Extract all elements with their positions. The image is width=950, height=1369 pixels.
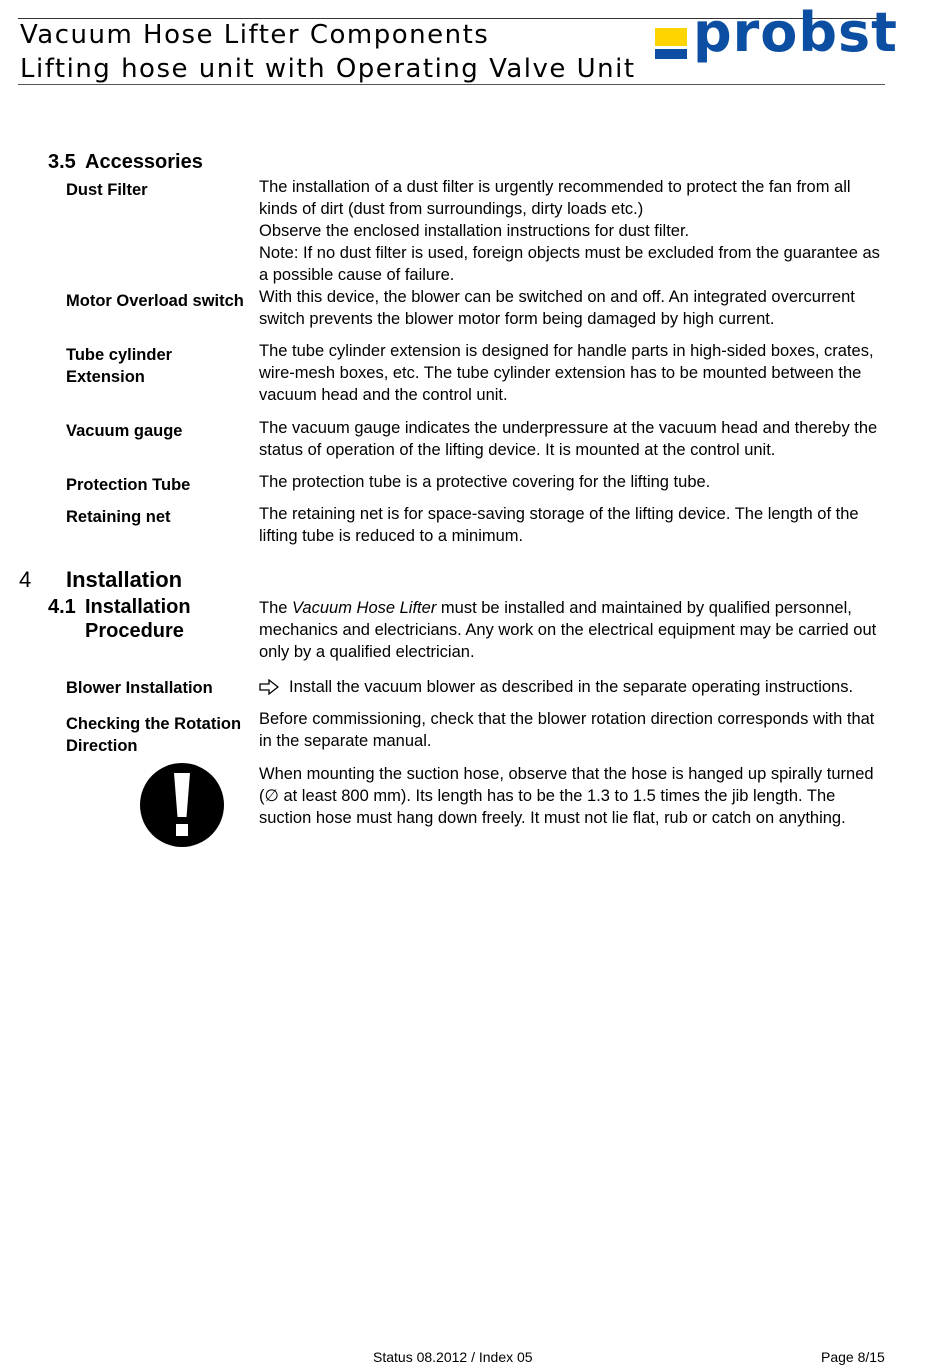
footer-page-number: Page 8/15 <box>821 1349 885 1365</box>
header-bottom-rule <box>18 84 885 85</box>
footer-status: Status 08.2012 / Index 05 <box>373 1349 533 1365</box>
dust-filter-line: Observe the enclosed installation instructions for dust filter. <box>259 222 690 240</box>
logo-wordmark: probst <box>693 1 898 64</box>
item-label-tube-cylinder-extension: Tube cylinder Extension <box>66 346 173 386</box>
item-text-protection-tube: The protection tube is a protective covering for the lifting tube. <box>259 473 711 491</box>
installation-intro <box>259 597 884 663</box>
section-number: 4.1 <box>48 596 76 618</box>
item-label-protection-tube: Protection Tube <box>66 476 191 494</box>
item-text-blower-installation <box>259 676 884 701</box>
intro-text: The <box>259 599 293 617</box>
intro-product-name: Vacuum Hose Lifter <box>292 599 437 617</box>
blower-installation-text: Install the vacuum blower as described in the separate operating instructions. <box>289 678 854 696</box>
dust-filter-line: Note: If no dust filter is used, foreign objects must be excluded from the guarantee as a possible cause of failure. <box>259 244 880 284</box>
logo-yellow-bar <box>655 28 687 46</box>
item-text-checking-rotation-direction: Before commissioning, check that the blower rotation direction corresponds with that in the separate manual. <box>259 710 875 750</box>
logo-blue-bar <box>655 49 687 59</box>
item-text-tube-cylinder-extension: The tube cylinder extension is designed for handle parts in high-sided boxes, crates, wire-mesh boxes, etc. The tube cylinder extension has to be mounted between the vacuum head and the control unit. <box>259 342 874 404</box>
item-label-dust-filter: Dust Filter <box>66 181 148 199</box>
item-label-blower-installation: Blower Installation <box>66 679 213 697</box>
section-title: Installation Procedure <box>85 596 191 642</box>
intro-text: must be installed and maintained by qualified personnel, mechanics and electricians. Any work on the electrical equipment may be carried out only by a qualified electrician. <box>259 599 877 661</box>
item-label-motor-overload-switch: Motor Overload switch <box>66 292 244 310</box>
document-subtitle: Lifting hose unit with Operating Valve Unit <box>20 54 636 84</box>
exclamation-warning-icon <box>139 762 225 848</box>
document-title: Vacuum Hose Lifter Components <box>20 20 490 50</box>
item-label-checking-rotation-direction: Checking the Rotation Direction <box>66 715 242 755</box>
dust-filter-line: The installation of a dust filter is urgently recommended to protect the fan from all kinds of dirt (dust from surroundings, dirty loads etc.) <box>259 178 851 218</box>
instruction-arrow-icon <box>259 676 289 701</box>
section-title: Accessories <box>85 151 203 173</box>
suction-hose-note: When mounting the suction hose, observe that the hose is hanged up spirally turned (∅ at least 800 mm). Its length has to be the 1.3 to 1.5 times the jib length. The suction hose must hang down freely. It must not lie flat, rub or catch on anything. <box>259 765 874 827</box>
item-label-retaining-net: Retaining net <box>66 508 171 526</box>
item-text-dust-filter <box>259 176 884 286</box>
chapter-title: Installation <box>66 567 183 592</box>
section-number: 3.5 <box>48 151 76 173</box>
item-label-vacuum-gauge: Vacuum gauge <box>66 422 183 440</box>
probst-logo <box>655 1 898 68</box>
chapter-number: 4 <box>19 567 32 592</box>
item-text-retaining-net: The retaining net is for space-saving storage of the lifting device. The length of the lifting tube is reduced to a minimum. <box>259 505 859 545</box>
item-text-motor-overload-switch: With this device, the blower can be switched on and off. An integrated overcurrent switch prevents the blower motor form being damaged by high current. <box>259 288 855 328</box>
item-text-vacuum-gauge: The vacuum gauge indicates the underpressure at the vacuum head and thereby the status of operation of the lifting device. It is mounted at the control unit. <box>259 419 878 459</box>
